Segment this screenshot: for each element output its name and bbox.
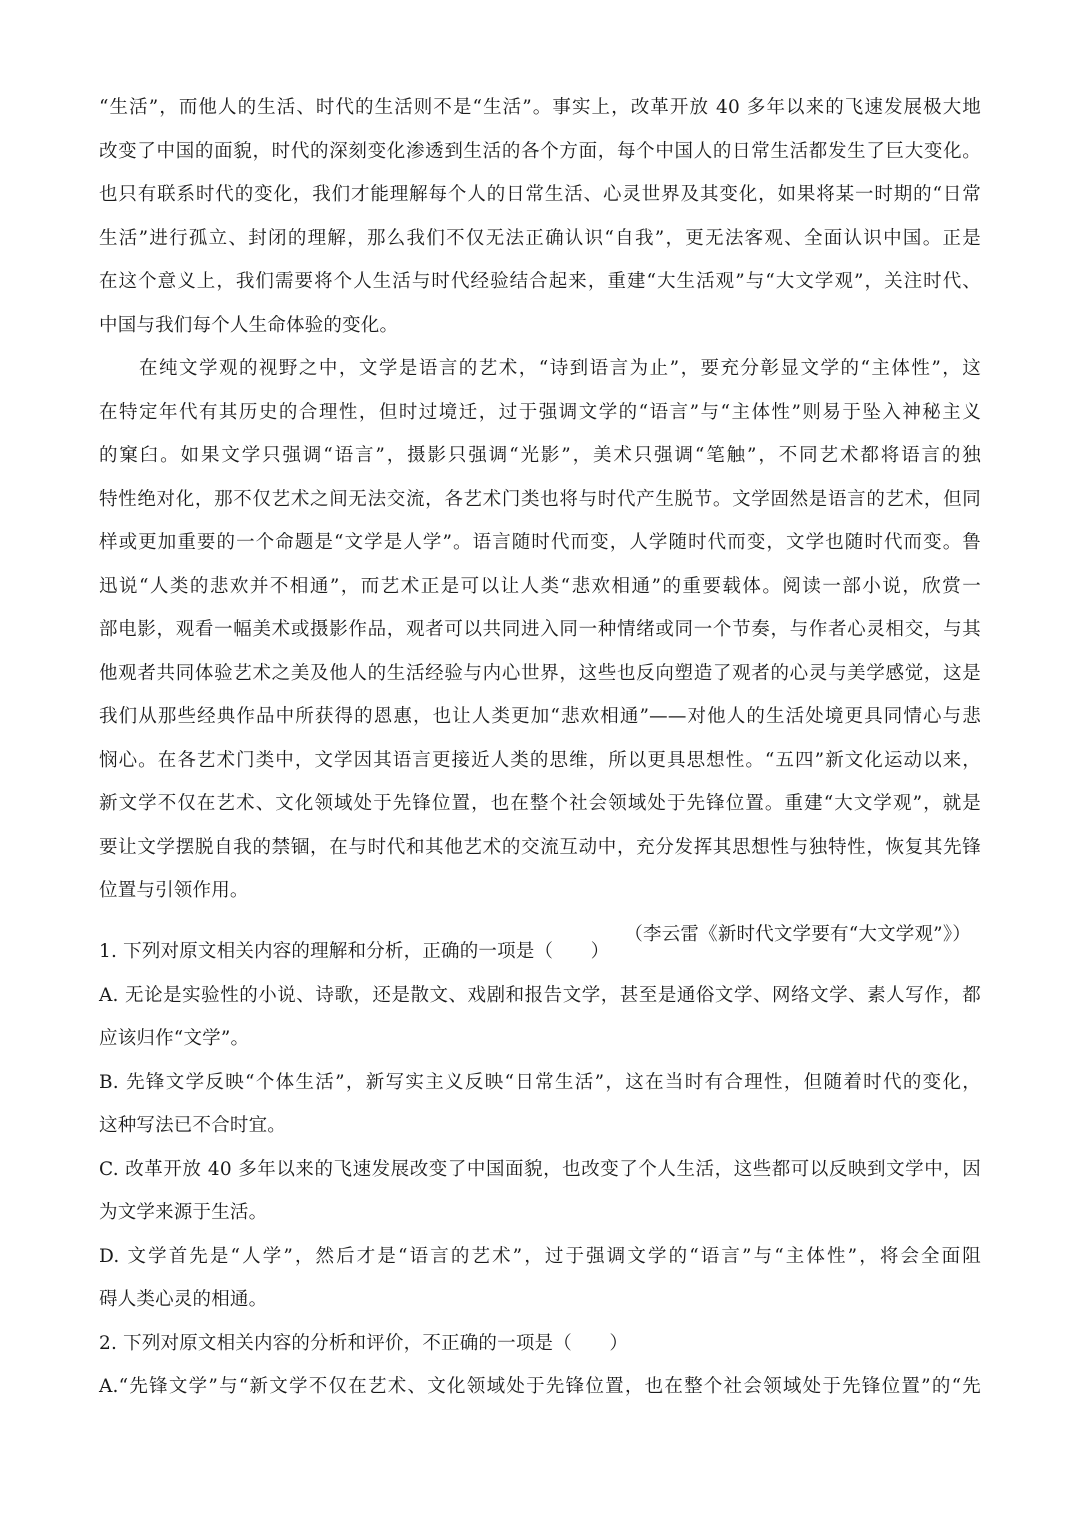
passage-line: 改变了中国的面貌，时代的深刻变化渗透到生活的各个方面，每个中国人的日常生活都发生了巨大变化。 [99, 140, 981, 162]
source-citation: （李云雷《新时代文学要有“大文学观”》） [624, 923, 971, 945]
option-line: C. 改革开放 40 多年以来的飞速发展改变了中国面貌，也改变了个人生活，这些都可以反映到文学中，因 [99, 1158, 981, 1180]
option-line: A.“先锋文学”与“新文学不仅在艺术、文化领域处于先锋位置，也在整个社会领域处于先锋位置”的“先 [99, 1376, 981, 1397]
option-line: 应该归作“文学”。 [99, 1028, 250, 1049]
passage-line: 的窠臼。如果文学只强调“语言”，摄影只强调“光影”，美术只强调“笔触”，不同艺术都将语言的独 [99, 445, 981, 466]
passage-line: 特性绝对化，那不仅艺术之间无法交流，各艺术门类也将与时代产生脱节。文学固然是语言的艺术，但同 [99, 488, 981, 510]
passage-line: 悯心。在各艺术门类中，文学因其语言更接近人类的思维，所以更具思想性。“五四”新文化运动以来， [99, 749, 981, 771]
passage-line: 要让文学摆脱自我的禁锢，在与时代和其他艺术的交流互动中，充分发挥其思想性与独特性，恢复其先锋 [99, 836, 981, 858]
passage-line: 他观者共同体验艺术之美及他人的生活经验与内心世界，这些也反向塑造了观者的心灵与美学感觉，这是 [99, 662, 981, 684]
passage-line: 迅说“人类的悲欢并不相通”，而艺术正是可以让人类“悲欢相通”的重要载体。阅读一部小说，欣赏一 [99, 575, 981, 597]
passage-line: 部电影，观看一幅美术或摄影作品，观者可以共同进入同一种情绪或同一个节奏，与作者心灵相交，与其 [99, 619, 981, 640]
paragraph-2 [99, 347, 981, 913]
passage-line: 在纯文学观的视野之中，文学是语言的艺术，“诗到语言为止”，要充分彰显文学的“主体性”，这 [139, 358, 981, 379]
option-line: B. 先锋文学反映“个体生活”，新写实主义反映“日常生活”，这在当时有合理性，但随着时代的变化， [99, 1071, 981, 1093]
passage-line: “生活”，而他人的生活、时代的生活则不是“生活”。事实上，改革开放 40 多年以来的飞速发展极大地 [99, 97, 981, 118]
passage-line: 新文学不仅在艺术、文化领域处于先锋位置，也在整个社会领域处于先锋位置。重建“大文学观”，就是 [99, 793, 981, 814]
questions-section [99, 930, 981, 1409]
question-stem: 1. 下列对原文相关内容的理解和分析，正确的一项是（ ） [99, 941, 610, 962]
question-2 [99, 1322, 981, 1409]
option-a [99, 974, 981, 1061]
passage-line: 在特定年代有其历史的合理性，但时过境迁，过于强调文学的“语言”与“主体性”则易于坠入神秘主义 [99, 401, 981, 423]
option-line: 这种写法已不合时宜。 [99, 1115, 287, 1136]
option-line: 碍人类心灵的相通。 [99, 1289, 268, 1310]
passage-line: 中国与我们每个人生命体验的变化。 [99, 314, 399, 336]
reading-passage [99, 86, 981, 956]
passage-line: 我们从那些经典作品中所获得的恩惠，也让人类更加“悲欢相通”——对他人的生活处境更具同情心与悲 [99, 706, 981, 727]
option-line: D. 文学首先是“人学”，然后才是“语言的艺术”，过于强调文学的“语言”与“主体性”，将会全面阻 [99, 1245, 981, 1267]
passage-line: 也只有联系时代的变化，我们才能理解每个人的日常生活、心灵世界及其变化，如果将某一时期的“日常 [99, 184, 981, 205]
option-line: A. 无论是实验性的小说、诗歌，还是散文、戏剧和报告文学，甚至是通俗文学、网络文学、素人写作，都 [99, 984, 981, 1006]
question-1 [99, 930, 981, 1322]
option-a [99, 1365, 981, 1409]
passage-line: 生活”进行孤立、封闭的理解，那么我们不仅无法正确认识“自我”，更无法客观、全面认识中国。正是 [99, 227, 981, 249]
option-d [99, 1235, 981, 1322]
option-b [99, 1061, 981, 1148]
question-stem: 2. 下列对原文相关内容的分析和评价，不正确的一项是（ ） [99, 1332, 629, 1354]
paragraph-1 [99, 86, 981, 347]
option-line: 为文学来源于生活。 [99, 1202, 268, 1223]
option-c [99, 1148, 981, 1235]
passage-line: 在这个意义上，我们需要将个人生活与时代经验结合起来，重建“大生活观”与“大文学观”，关注时代、 [99, 271, 981, 292]
passage-line: 位置与引领作用。 [99, 880, 249, 901]
passage-line: 样或更加重要的一个命题是“文学是人学”。语言随时代而变，人学随时代而变，文学也随时代而变。鲁 [99, 532, 981, 553]
